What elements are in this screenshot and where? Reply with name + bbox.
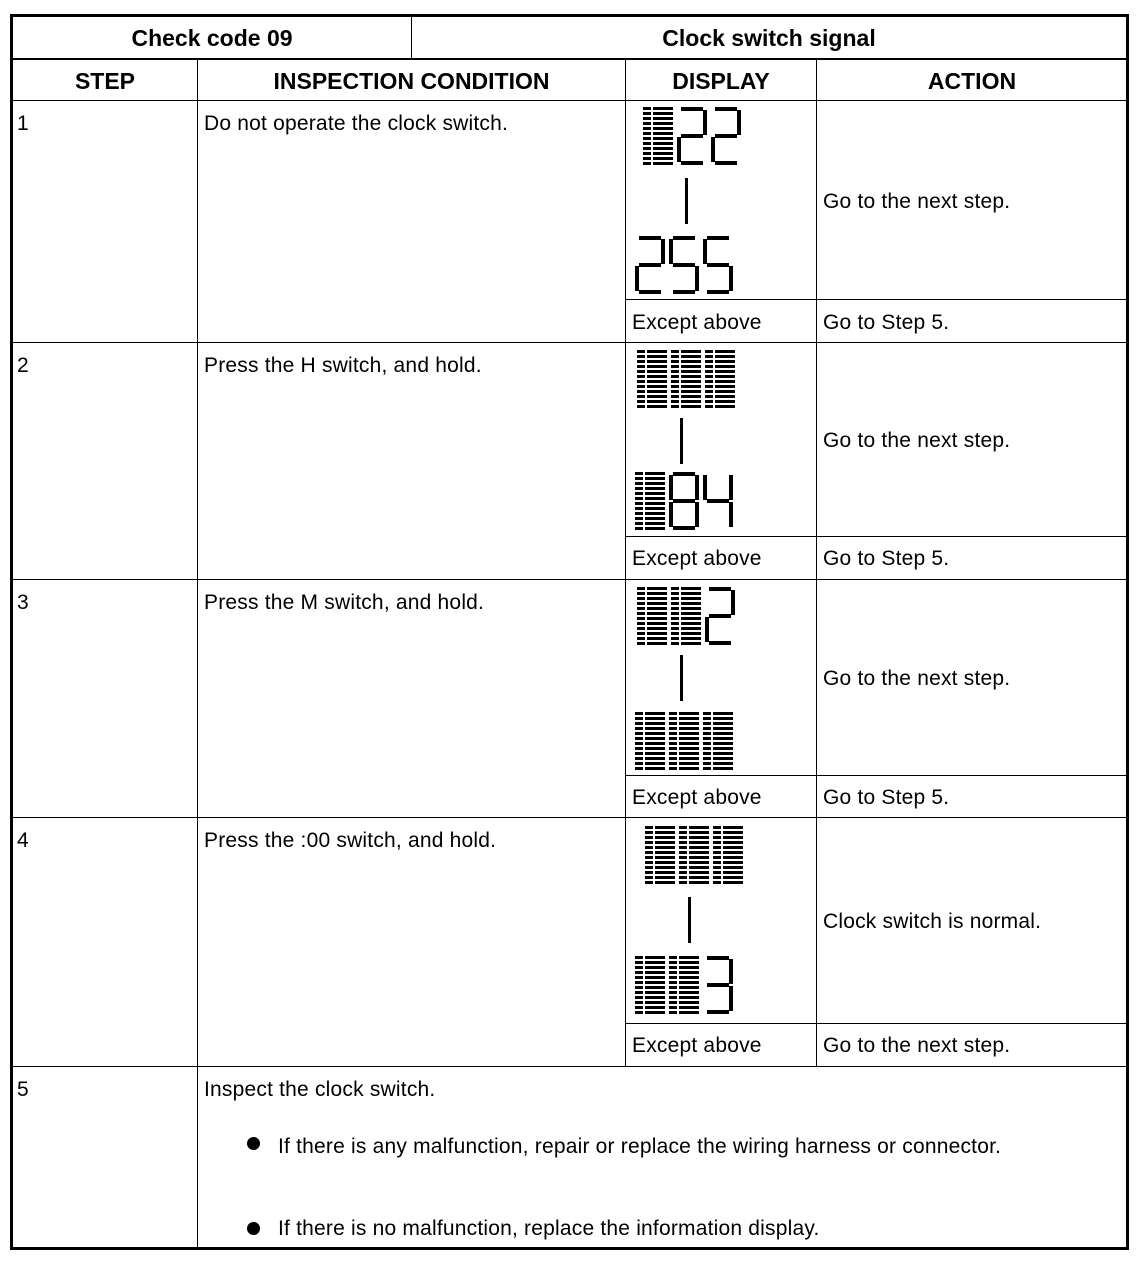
- lcd-unlit-digit: [635, 712, 665, 770]
- lcd-segment: [703, 110, 707, 135]
- divider: [626, 775, 1127, 776]
- lcd-segment: [669, 502, 673, 527]
- lcd-digit: [635, 236, 665, 294]
- except-label: Except above: [632, 311, 762, 334]
- lcd-segment: [731, 590, 735, 615]
- step-number: 3: [17, 591, 29, 614]
- lcd-segment: [673, 526, 695, 530]
- lcd-unlit-digit: [713, 826, 743, 884]
- signal-title: Clock switch signal: [662, 25, 876, 51]
- lcd-unlit-digit: [637, 350, 667, 408]
- lcd-segment: [681, 107, 703, 111]
- lcd-unlit-digit: [669, 712, 699, 770]
- lcd-unlit-digit: [705, 350, 735, 408]
- divider: [12, 579, 1127, 580]
- action-text: Go to the next step.: [823, 429, 1011, 452]
- except-label: Except above: [632, 1034, 762, 1057]
- lcd-segment: [673, 263, 695, 267]
- except-action: Go to Step 5.: [823, 311, 950, 334]
- lcd-digit: [703, 236, 733, 294]
- lcd-unlit-digit: [635, 472, 665, 530]
- except-label: Except above: [632, 786, 762, 809]
- lcd-segment: [729, 502, 733, 527]
- lcd-unlit-digit: [635, 956, 665, 1014]
- lcd-segment: [729, 475, 733, 500]
- except-action: Go to the next step.: [823, 1034, 1011, 1057]
- lcd-segment: [695, 475, 699, 500]
- lcd-segment: [661, 239, 665, 264]
- divider: [12, 817, 1127, 818]
- inspection-condition: Press the M switch, and hold.: [204, 591, 485, 614]
- lcd-segment: [707, 983, 729, 987]
- lcd-unlit-digit: [671, 350, 701, 408]
- lcd-unlit-digit: [671, 587, 701, 645]
- lcd-segment: [639, 236, 661, 240]
- lcd-digit: [669, 472, 699, 530]
- lcd-unlit-digit: [643, 107, 673, 165]
- lcd-segment: [709, 641, 731, 645]
- lcd-segment: [707, 1010, 729, 1014]
- action-text: Clock switch is normal.: [823, 910, 1042, 933]
- lcd-segment: [695, 266, 699, 291]
- lcd-segment: [635, 266, 639, 291]
- lcd-unlit-digit: [669, 956, 699, 1014]
- divider: [625, 59, 626, 1067]
- lcd-segment: [707, 236, 729, 240]
- action-text: Go to the next step.: [823, 190, 1011, 213]
- inspection-condition: Inspect the clock switch.: [204, 1078, 436, 1101]
- divider: [12, 100, 1127, 101]
- display-connector: [688, 897, 691, 943]
- bullet-icon: [247, 1137, 260, 1150]
- action-text: Go to the next step.: [823, 667, 1011, 690]
- lcd-segment: [707, 263, 729, 267]
- lcd-segment: [703, 239, 707, 264]
- divider: [12, 58, 1127, 60]
- display-connector: [685, 178, 688, 224]
- lcd-unlit-digit: [679, 826, 709, 884]
- step-header: STEP: [74, 68, 136, 94]
- step-number: 4: [17, 829, 29, 852]
- lcd-digit: [703, 472, 733, 530]
- lcd-segment: [707, 290, 729, 294]
- bullet-icon: [247, 1222, 260, 1235]
- lcd-segment: [711, 137, 715, 162]
- lcd-unlit-digit: [637, 587, 667, 645]
- divider: [626, 299, 1127, 300]
- lcd-segment: [681, 161, 703, 165]
- step-number: 5: [17, 1078, 29, 1101]
- step-number: 2: [17, 354, 29, 377]
- lcd-segment: [707, 956, 729, 960]
- lcd-segment: [673, 236, 695, 240]
- lcd-unlit-digit: [703, 712, 733, 770]
- except-action: Go to Step 5.: [823, 786, 950, 809]
- lcd-segment: [677, 137, 681, 162]
- divider: [197, 59, 198, 1247]
- lcd-segment: [729, 266, 733, 291]
- condition-header: INSPECTION CONDITION: [273, 68, 550, 94]
- lcd-segment: [695, 502, 699, 527]
- lcd-segment: [709, 614, 731, 618]
- lcd-segment: [673, 290, 695, 294]
- lcd-digit: [669, 236, 699, 294]
- lcd-segment: [709, 587, 731, 591]
- inspection-condition: Press the :00 switch, and hold.: [204, 829, 497, 852]
- lcd-segment: [715, 134, 737, 138]
- divider: [626, 536, 1127, 537]
- bullet-text: If there is no malfunction, replace the information display.: [278, 1217, 820, 1240]
- divider: [12, 1066, 1127, 1067]
- lcd-segment: [703, 475, 707, 500]
- lcd-digit: [703, 956, 733, 1014]
- lcd-segment: [715, 107, 737, 111]
- lcd-digit: [677, 107, 707, 165]
- lcd-segment: [729, 959, 733, 984]
- lcd-digit: [711, 107, 741, 165]
- lcd-segment: [737, 110, 741, 135]
- lcd-digit: [705, 587, 735, 645]
- lcd-segment: [729, 986, 733, 1011]
- divider: [12, 342, 1127, 343]
- bullet-text: If there is any malfunction, repair or replace the wiring harness or connector.: [278, 1135, 1002, 1158]
- step-number: 1: [17, 112, 29, 135]
- lcd-segment: [673, 499, 695, 503]
- lcd-segment: [681, 134, 703, 138]
- lcd-segment: [639, 263, 661, 267]
- lcd-segment: [707, 499, 729, 503]
- lcd-unlit-digit: [645, 826, 675, 884]
- lcd-segment: [639, 290, 661, 294]
- lcd-segment: [669, 239, 673, 264]
- lcd-segment: [715, 161, 737, 165]
- display-connector: [680, 655, 683, 701]
- divider: [626, 1023, 1127, 1024]
- inspection-condition: Do not operate the clock switch.: [204, 112, 509, 135]
- check-code-title: Check code 09: [131, 25, 293, 51]
- display-header: DISPLAY: [672, 68, 770, 94]
- except-label: Except above: [632, 547, 762, 570]
- inspection-condition: Press the H switch, and hold.: [204, 354, 482, 377]
- display-connector: [680, 418, 683, 464]
- lcd-segment: [669, 475, 673, 500]
- lcd-segment: [673, 472, 695, 476]
- except-action: Go to Step 5.: [823, 547, 950, 570]
- action-header: ACTION: [927, 68, 1017, 94]
- lcd-segment: [705, 617, 709, 642]
- divider: [816, 59, 817, 1067]
